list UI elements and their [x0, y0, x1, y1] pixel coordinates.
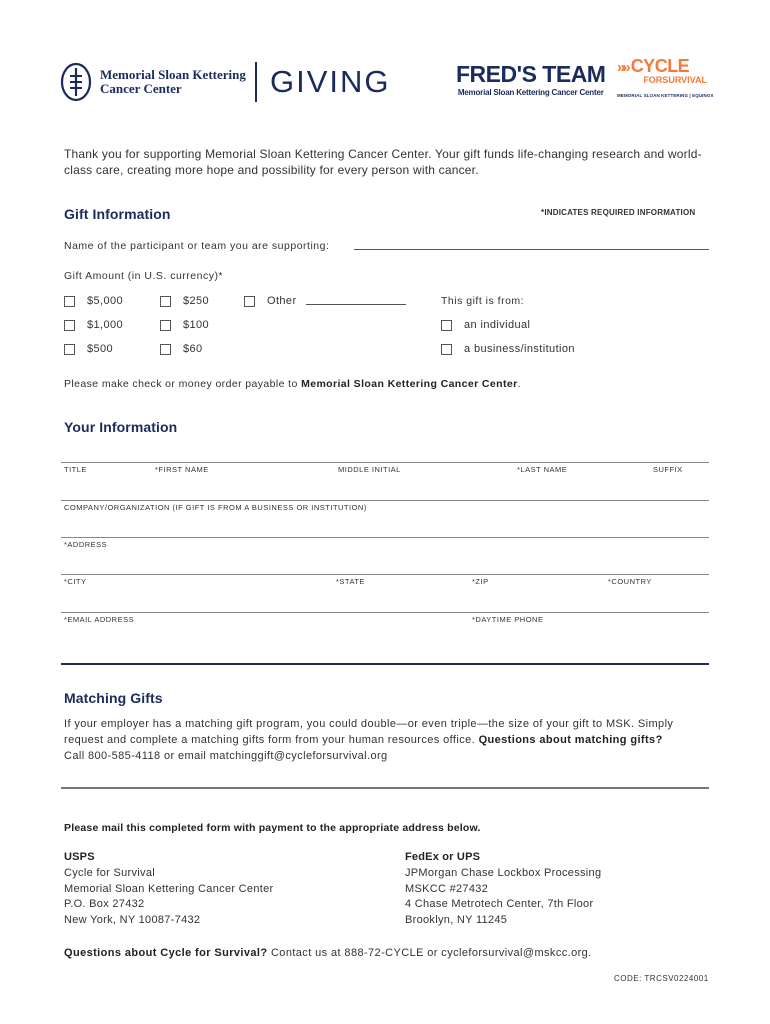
- checkbox[interactable]: [441, 344, 452, 355]
- form-rule: [61, 462, 709, 463]
- form-rule: [61, 500, 709, 501]
- country-field-label: *COUNTRY: [608, 577, 652, 586]
- logo-divider: [255, 62, 257, 102]
- phone-field-label: *DAYTIME PHONE: [472, 615, 544, 624]
- amount-option-5000[interactable]: [64, 295, 123, 307]
- from-label: an individual: [464, 319, 531, 331]
- required-note: *INDICATES REQUIRED INFORMATION: [541, 208, 696, 217]
- participant-label: Name of the participant or team you are supporting:: [64, 240, 330, 252]
- cycle-for-survival: FORSURVIVAL: [643, 75, 707, 85]
- checkbox[interactable]: [160, 344, 171, 355]
- intro-text: Thank you for supporting Memorial Sloan Kettering Cancer Center. Your gift funds life-changing research and world-class care, creating more hope and possibility for every person with cancer.: [64, 147, 702, 177]
- checkbox[interactable]: [64, 296, 75, 307]
- mail-instructions: Please mail this completed form with payment to the appropriate address below.: [64, 822, 481, 834]
- freds-team-title: FRED'S TEAM: [456, 61, 606, 87]
- zip-field-label: *ZIP: [472, 577, 489, 586]
- checkbox[interactable]: [160, 320, 171, 331]
- address-line: P.O. Box 27432: [64, 898, 145, 910]
- checkbox[interactable]: [160, 296, 171, 307]
- last-name-field-label: *LAST NAME: [517, 465, 568, 474]
- your-info-heading: Your Information: [64, 419, 178, 435]
- from-label: a business/institution: [464, 343, 575, 355]
- email-field-label: *EMAIL ADDRESS: [64, 615, 135, 624]
- msk-name: [100, 68, 246, 96]
- other-amount-input[interactable]: [306, 304, 406, 305]
- company-field-label: COMPANY/ORGANIZATION (IF GIFT IS FROM A BUSINESS OR INSTITUTION): [64, 503, 367, 512]
- middle-initial-field-label: MIDDLE INITIAL: [338, 465, 401, 474]
- amount-label: Other: [267, 295, 297, 307]
- amount-label: $60: [183, 343, 203, 355]
- address-line: Brooklyn, NY 11245: [405, 913, 508, 926]
- amount-option-other[interactable]: [244, 295, 297, 307]
- gift-from-label: This gift is from:: [441, 295, 525, 307]
- payable-name: Memorial Sloan Kettering Cancer Center: [301, 378, 518, 390]
- address-line: MSKCC #27432: [405, 882, 489, 895]
- suffix-field-label: SUFFIX: [653, 465, 683, 474]
- from-option-individual[interactable]: [441, 319, 530, 331]
- payable-prefix: Please make check or money order payable to: [64, 378, 302, 390]
- section-divider: [61, 787, 709, 789]
- amount-option-250[interactable]: [160, 295, 209, 307]
- matching-text-1: If your employer has a matching gift program, you could double—or even triple—the size of your gift to MSK. Simply request and complete a matching gifts form from your human resources office.: [64, 718, 674, 746]
- contact-details: Contact us at 888-72-CYCLE or cycleforsurvival@mskcc.org.: [267, 947, 592, 959]
- address-field-label: *ADDRESS: [64, 540, 108, 549]
- msk-name-line2: Cancer Center: [100, 81, 182, 96]
- checkbox[interactable]: [441, 320, 452, 331]
- msk-logo: [60, 62, 246, 102]
- address-line: New York, NY 10087-7432: [64, 913, 201, 926]
- amount-label: $5,000: [87, 295, 124, 307]
- freds-team-subtitle: Memorial Sloan Kettering Cancer Center: [457, 88, 604, 97]
- first-name-field-label: *FIRST NAME: [155, 465, 209, 474]
- gift-info-heading: Gift Information: [64, 206, 171, 222]
- amount-option-1000[interactable]: [64, 319, 123, 331]
- matching-gifts-text: [64, 716, 712, 764]
- msk-emblem-icon: [60, 62, 92, 102]
- usps-address: [64, 866, 274, 928]
- checkbox[interactable]: [64, 344, 75, 355]
- form-rule: [61, 537, 709, 538]
- city-field-label: *CITY: [64, 577, 87, 586]
- section-divider: [61, 663, 709, 665]
- contact-text: [64, 945, 592, 961]
- payable-text: [64, 376, 521, 392]
- address-line: Memorial Sloan Kettering Cancer Center: [64, 882, 274, 895]
- amount-option-500[interactable]: [64, 343, 113, 355]
- address-line: Cycle for Survival: [64, 867, 155, 879]
- gift-amount-label: Gift Amount (in U.S. currency)*: [64, 270, 224, 282]
- amount-label: $250: [183, 295, 210, 307]
- form-rule: [61, 612, 709, 613]
- fedex-address: [405, 866, 601, 928]
- freds-team-logo: [456, 62, 605, 97]
- cycle-word: CYCLE: [630, 56, 690, 76]
- form-code: CODE: TRCSV0224001: [614, 974, 709, 983]
- title-field-label: TITLE: [64, 465, 87, 474]
- fedex-title: FedEx or UPS: [405, 851, 481, 863]
- cycle-subtitle: MEMORIAL SLOAN KETTERING | EQUINOX: [617, 93, 714, 98]
- amount-option-100[interactable]: [160, 319, 209, 331]
- cycle-for-survival-logo: [617, 56, 714, 98]
- state-field-label: *STATE: [336, 577, 365, 586]
- matching-text-2: Call 800-585-4118 or email matchinggift@cycleforsurvival.org: [64, 750, 388, 762]
- checkbox[interactable]: [64, 320, 75, 331]
- amount-label: $500: [87, 343, 114, 355]
- matching-gifts-heading: Matching Gifts: [64, 690, 163, 706]
- participant-input[interactable]: [354, 249, 709, 250]
- amount-label: $1,000: [87, 319, 124, 331]
- address-line: 4 Chase Metrotech Center, 7th Floor: [405, 898, 594, 910]
- matching-question: Questions about matching gifts?: [478, 734, 663, 746]
- msk-name-line1: Memorial Sloan Kettering: [100, 67, 246, 82]
- amount-option-60[interactable]: [160, 343, 203, 355]
- cycle-arrows-icon: »»: [617, 59, 628, 76]
- form-rule: [61, 574, 709, 575]
- usps-title: USPS: [64, 851, 95, 863]
- contact-question: Questions about Cycle for Survival?: [64, 947, 268, 959]
- address-line: JPMorgan Chase Lockbox Processing: [405, 867, 602, 879]
- giving-wordmark: GIVING: [270, 64, 391, 99]
- payable-suffix: .: [517, 378, 521, 390]
- amount-label: $100: [183, 319, 210, 331]
- checkbox[interactable]: [244, 296, 255, 307]
- from-option-business[interactable]: [441, 343, 575, 355]
